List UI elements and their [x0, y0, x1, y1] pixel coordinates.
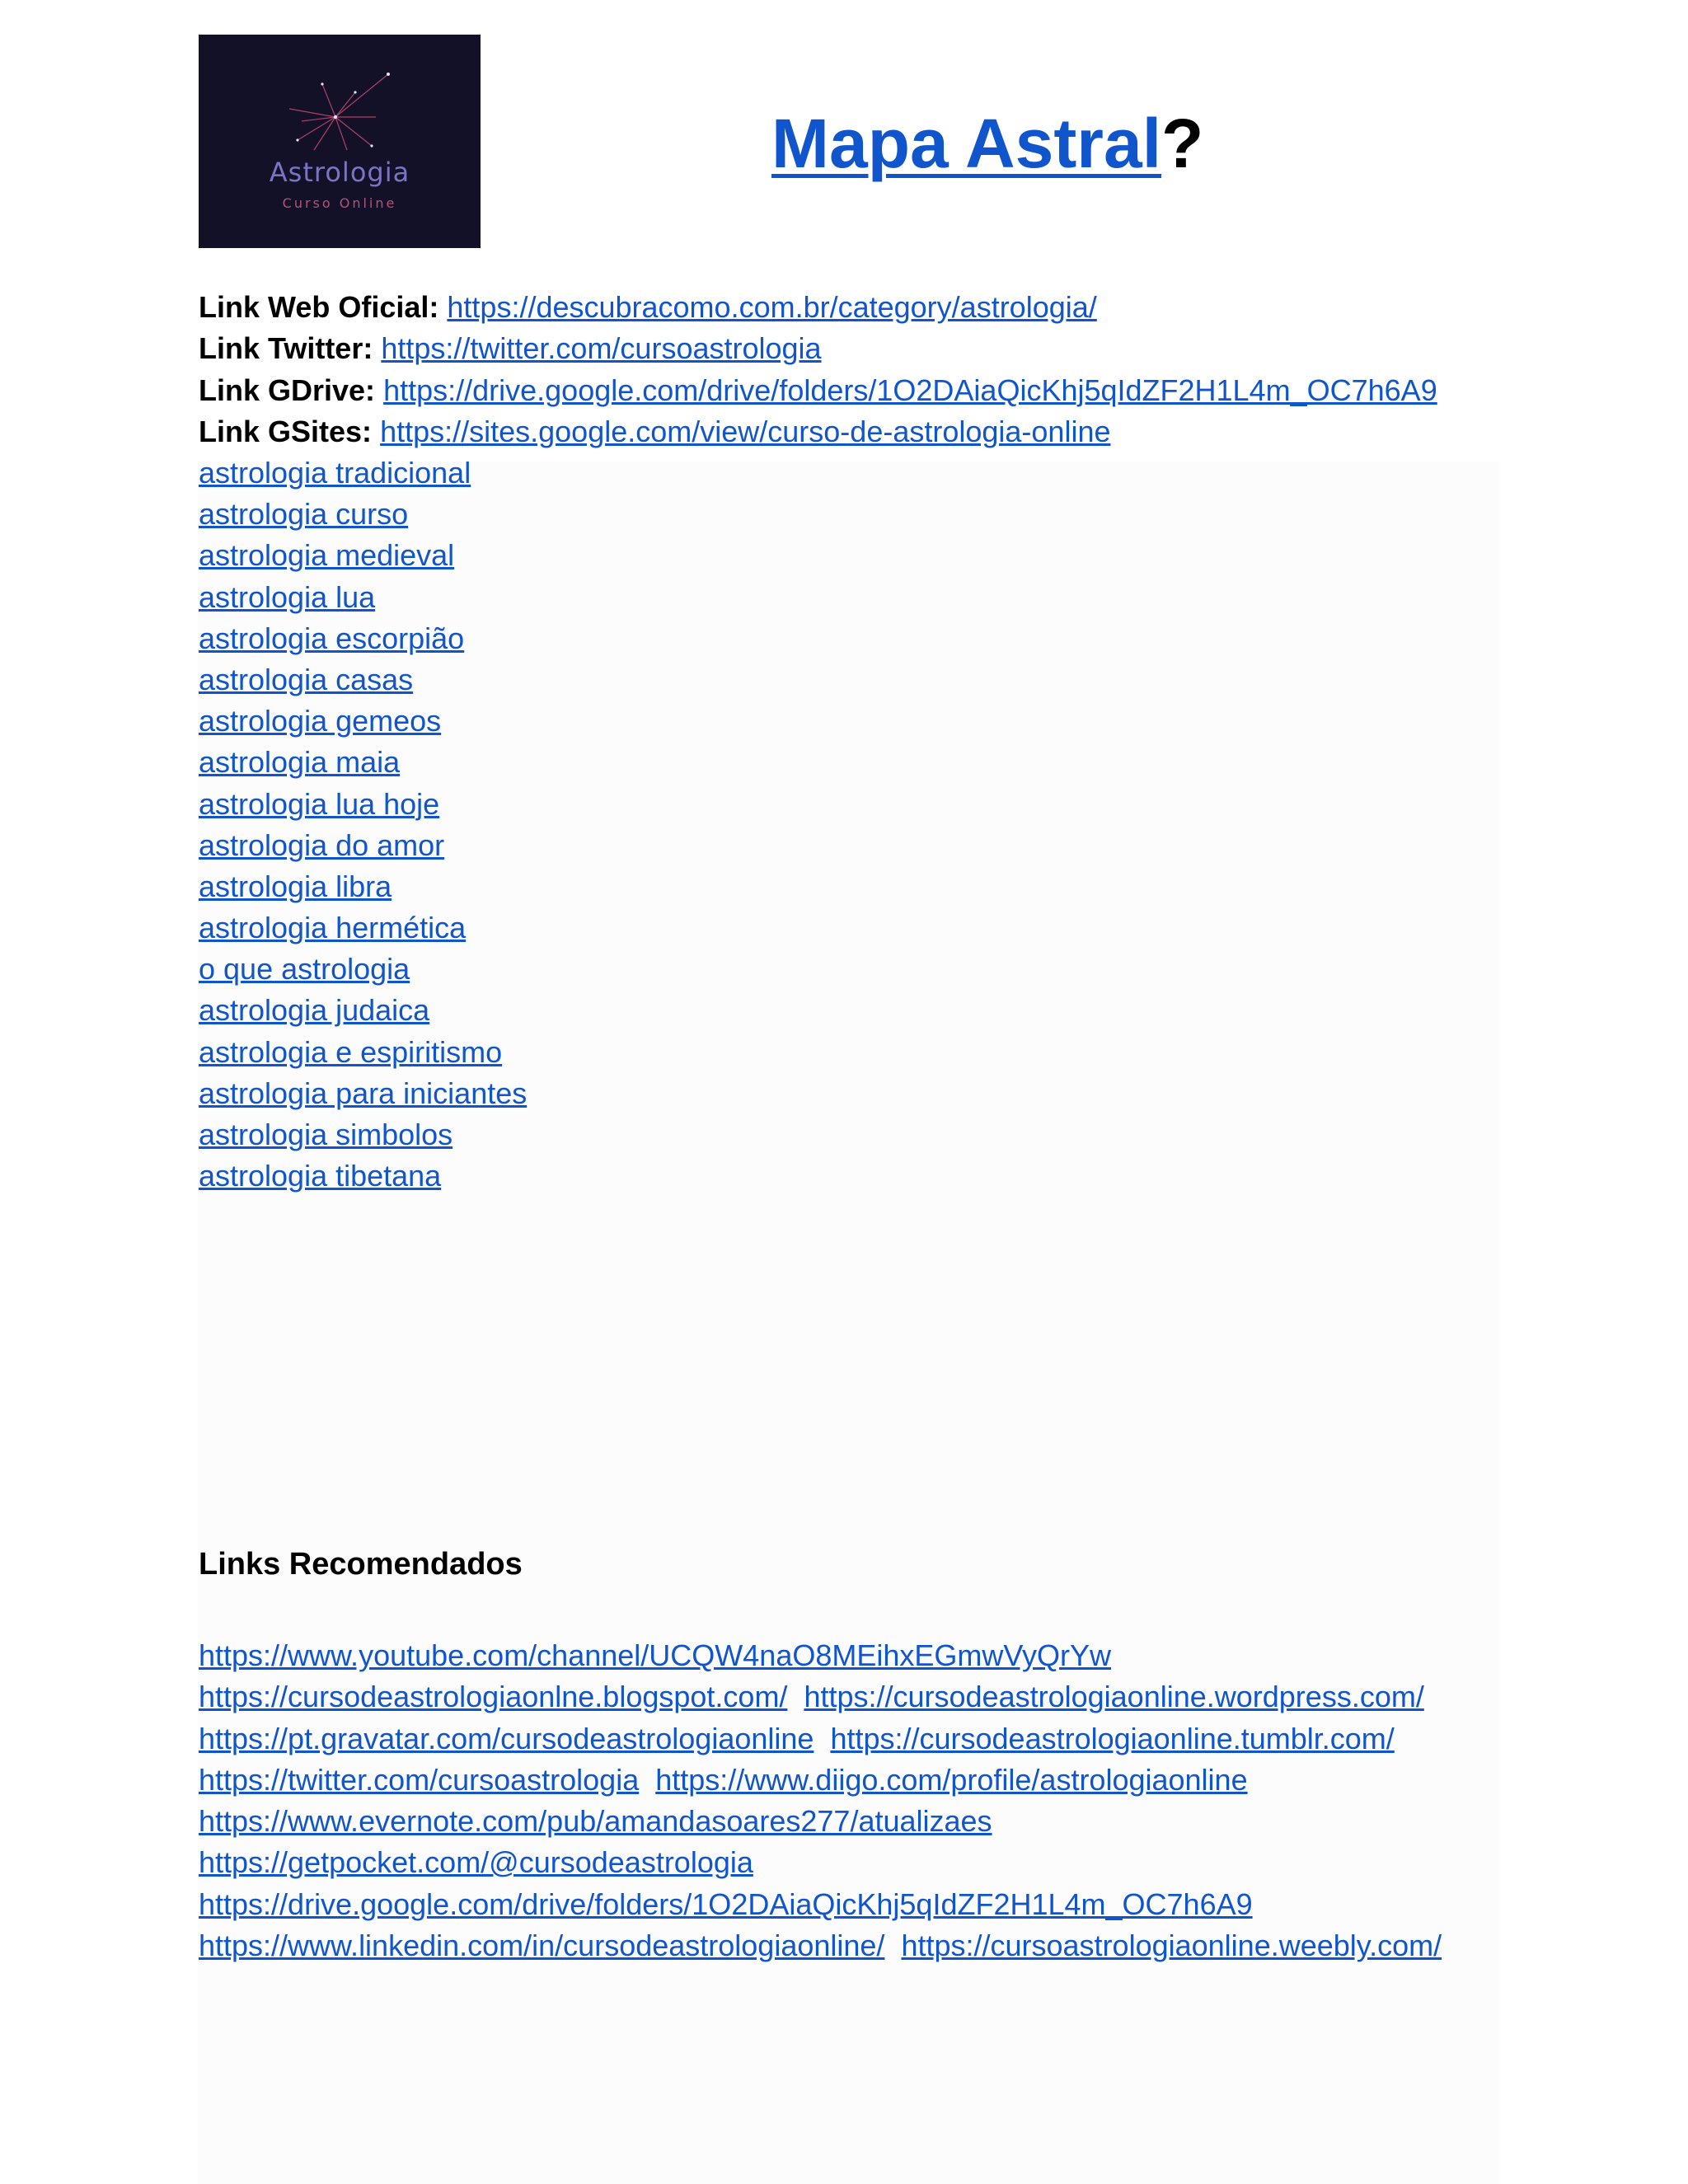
recommended-row	[199, 1676, 1442, 1718]
keyword-link[interactable]: astrologia tibetana	[199, 1159, 442, 1193]
official-link-label: Link GSites:	[199, 414, 373, 448]
recommended-link[interactable]: https://www.linkedin.com/in/cursodeastrologiaonline/	[199, 1929, 885, 1963]
title-suffix: ?	[1161, 105, 1204, 182]
recommended-link-list	[199, 1635, 1442, 1966]
keyword-link[interactable]: astrologia hermética	[199, 911, 467, 945]
recommended-link[interactable]: https://twitter.com/cursoastrologia	[199, 1762, 640, 1797]
official-link-url[interactable]: https://sites.google.com/view/curso-de-astrologia-online	[380, 414, 1111, 448]
keyword-link[interactable]: astrologia casas	[199, 662, 414, 696]
official-link-row	[199, 328, 1437, 369]
official-link-row	[199, 411, 1437, 452]
keyword-link[interactable]: astrologia escorpião	[199, 621, 465, 655]
keyword-link[interactable]: astrologia tradicional	[199, 456, 471, 490]
recommended-link[interactable]: https://cursodeastrologiaonline.wordpress.com/	[804, 1680, 1424, 1714]
official-link-label: Link GDrive:	[199, 373, 376, 407]
title-link[interactable]: Mapa Astral	[771, 105, 1162, 182]
keyword-link[interactable]: o que astrologia	[199, 952, 410, 987]
official-link-url[interactable]: https://twitter.com/cursoastrologia	[381, 331, 822, 366]
keyword-link[interactable]: astrologia do amor	[199, 827, 445, 862]
official-link-label: Link Twitter:	[199, 331, 373, 366]
official-links	[199, 287, 1437, 452]
page-title	[771, 102, 1203, 185]
keyword-link[interactable]: astrologia judaica	[199, 993, 430, 1028]
keyword-link[interactable]: astrologia maia	[199, 745, 401, 780]
starburst-icon	[199, 35, 481, 248]
recommended-link[interactable]: https://pt.gravatar.com/cursodeastrologiaonline	[199, 1721, 814, 1755]
keyword-link[interactable]: astrologia medieval	[199, 538, 455, 573]
recommended-row	[199, 1925, 1442, 1966]
recommended-link[interactable]: https://cursoastrologiaonline.weebly.com/	[901, 1929, 1442, 1963]
astrologia-logo	[199, 35, 481, 248]
official-link-url[interactable]: https://descubracomo.com.br/category/astrologia/	[447, 290, 1097, 324]
recommended-heading: Links Recomendados	[199, 1547, 523, 1582]
keyword-link-list	[199, 452, 527, 1197]
recommended-row	[199, 1801, 1442, 1842]
recommended-link[interactable]: https://getpocket.com/@cursodeastrologia	[199, 1845, 753, 1880]
recommended-link[interactable]: https://drive.google.com/drive/folders/1O2DAiaQicKhj5qIdZF2H1L4m_OC7h6A9	[199, 1886, 1253, 1921]
logo-title: Astrologia	[269, 157, 410, 188]
logo-subtitle: Curso Online	[282, 195, 397, 211]
recommended-link[interactable]: https://www.diigo.com/profile/astrologiaonline	[655, 1762, 1248, 1797]
keyword-link[interactable]: astrologia gemeos	[199, 704, 442, 738]
official-link-row	[199, 370, 1437, 411]
official-link-row	[199, 287, 1437, 328]
keyword-link[interactable]: astrologia lua	[199, 579, 376, 614]
recommended-row	[199, 1718, 1442, 1760]
recommended-row	[199, 1635, 1442, 1676]
recommended-link[interactable]: https://www.evernote.com/pub/amandasoares277/atualizaes	[199, 1804, 992, 1839]
recommended-row	[199, 1884, 1442, 1925]
keyword-link[interactable]: astrologia libra	[199, 869, 392, 903]
recommended-link[interactable]: https://www.youtube.com/channel/UCQW4naO8MEihxEGmwVyQrYw	[199, 1638, 1112, 1672]
official-link-label: Link Web Oficial:	[199, 290, 439, 324]
recommended-link[interactable]: https://cursodeastrologiaonlne.blogspot.com/	[199, 1680, 788, 1714]
keyword-link[interactable]: astrologia simbolos	[199, 1118, 453, 1151]
recommended-row	[199, 1842, 1442, 1883]
official-link-url[interactable]: https://drive.google.com/drive/folders/1O2DAiaQicKhj5qIdZF2H1L4m_OC7h6A9	[383, 373, 1437, 407]
keyword-link[interactable]: astrologia curso	[199, 497, 409, 532]
recommended-link[interactable]: https://cursodeastrologiaonline.tumblr.com/	[830, 1721, 1395, 1755]
recommended-row	[199, 1760, 1442, 1801]
keyword-link[interactable]: astrologia lua hoje	[199, 786, 440, 821]
keyword-link[interactable]: astrologia e espiritismo	[199, 1034, 503, 1069]
keyword-link[interactable]: astrologia para iniciantes	[199, 1076, 528, 1110]
